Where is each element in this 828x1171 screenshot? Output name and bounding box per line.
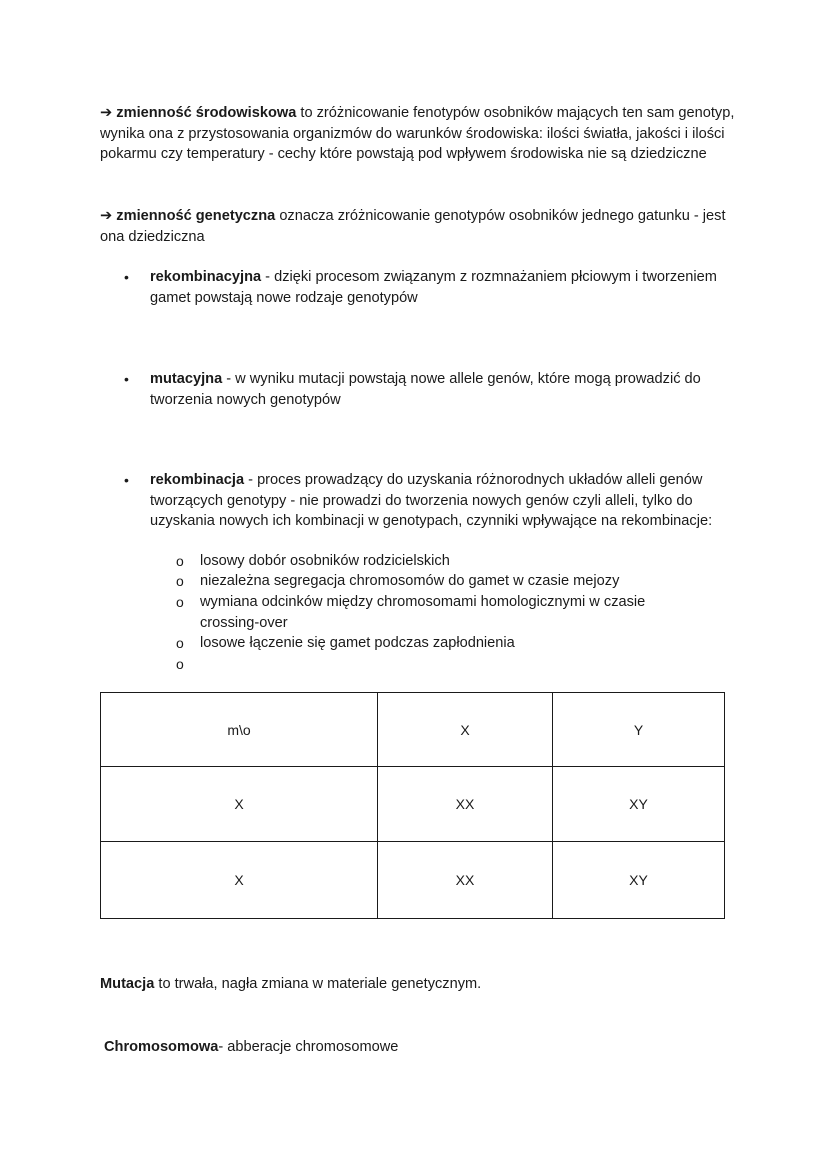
paragraph-chromosomal — [104, 1037, 744, 1058]
paragraph-genetic-variability — [100, 206, 740, 247]
punnett-square-table — [100, 692, 725, 919]
table-cell: X — [101, 842, 378, 919]
arrow-icon: ➔ — [100, 208, 113, 224]
table-cell: X — [378, 693, 553, 767]
definition-genetic: oznacza zróżnicowanie genotypów osobników jednego gatunku - jest ona dziedziczna — [100, 208, 726, 245]
paragraph-environmental-variability — [100, 103, 740, 165]
term-recombination: rekombinacja — [150, 472, 245, 488]
circle-bullet-icon: o — [176, 573, 184, 589]
circle-bullet-icon: o — [176, 594, 184, 610]
bullet-icon: • — [124, 371, 129, 387]
arrow-icon: ➔ — [100, 105, 113, 121]
definition-recombinational: - dzięki procesom związanym z rozmnażaniem płciowym i tworzeniem gamet powstają nowe rodzaje genotypów — [150, 269, 717, 306]
sub-item-text: niezależna segregacja chromosomów do gamet w czasie mejozy — [200, 573, 620, 589]
sub-item-text: losowy dobór osobników rodzicielskich — [200, 553, 450, 569]
term-environmental: zmienność środowiskowa — [116, 105, 297, 121]
term-mutational: mutacyjna — [150, 371, 223, 387]
bullet-icon: • — [124, 472, 129, 488]
table-row — [101, 842, 725, 919]
table-cell: m\o — [101, 693, 378, 767]
bullet-icon: • — [124, 269, 129, 285]
table-row — [101, 767, 725, 842]
circle-bullet-icon: o — [176, 656, 184, 672]
definition-environmental: to zróżnicowanie fenotypów osobników mających ten sam genotyp, wynika ona z przystosowania organizmów do warunków środowiska: ilości światła, jakości i ilości pokarmu czy temperatury - cechy które powstają pod wpływem środowiska nie są dziedziczne — [100, 105, 735, 162]
definition-mutation: to trwała, nagła zmiana w materiale genetycznym. — [154, 976, 482, 992]
table-row — [101, 693, 725, 767]
table-cell: Y — [553, 693, 725, 767]
circle-bullet-icon: o — [176, 553, 184, 569]
paragraph-mutation — [100, 974, 740, 995]
table-cell: XY — [553, 842, 725, 919]
term-chromosomal: Chromosomowa — [104, 1039, 219, 1055]
table-cell: X — [101, 767, 378, 842]
table-cell: XX — [378, 842, 553, 919]
table-cell: XY — [553, 767, 725, 842]
sub-item-text: losowe łączenie się gamet podczas zapłodnienia — [200, 635, 515, 651]
term-recombinational: rekombinacyjna — [150, 269, 262, 285]
definition-recombination: - proces prowadzący do uzyskania różnorodnych układów alleli genów tworzących genotypy - nie prowadzi do tworzenia nowych genów czyli alleli, tylko do uzyskania nowych ich kombinacji w genotypach, czynniki wpływające na rekombinacje: — [150, 472, 713, 529]
term-genetic: zmienność genetyczna — [116, 208, 276, 224]
definition-mutational: - w wyniku mutacji powstają nowe allele genów, które mogą prowadzić do tworzenia nowych genotypów — [150, 371, 701, 408]
sub-item-text: wymiana odcinków między chromosomami homologicznymi w czasie crossing-over — [200, 594, 646, 631]
table-cell: XX — [378, 767, 553, 842]
term-mutation: Mutacja — [100, 976, 155, 992]
definition-chromosomal: - abberacje chromosomowe — [218, 1039, 399, 1055]
circle-bullet-icon: o — [176, 635, 184, 651]
